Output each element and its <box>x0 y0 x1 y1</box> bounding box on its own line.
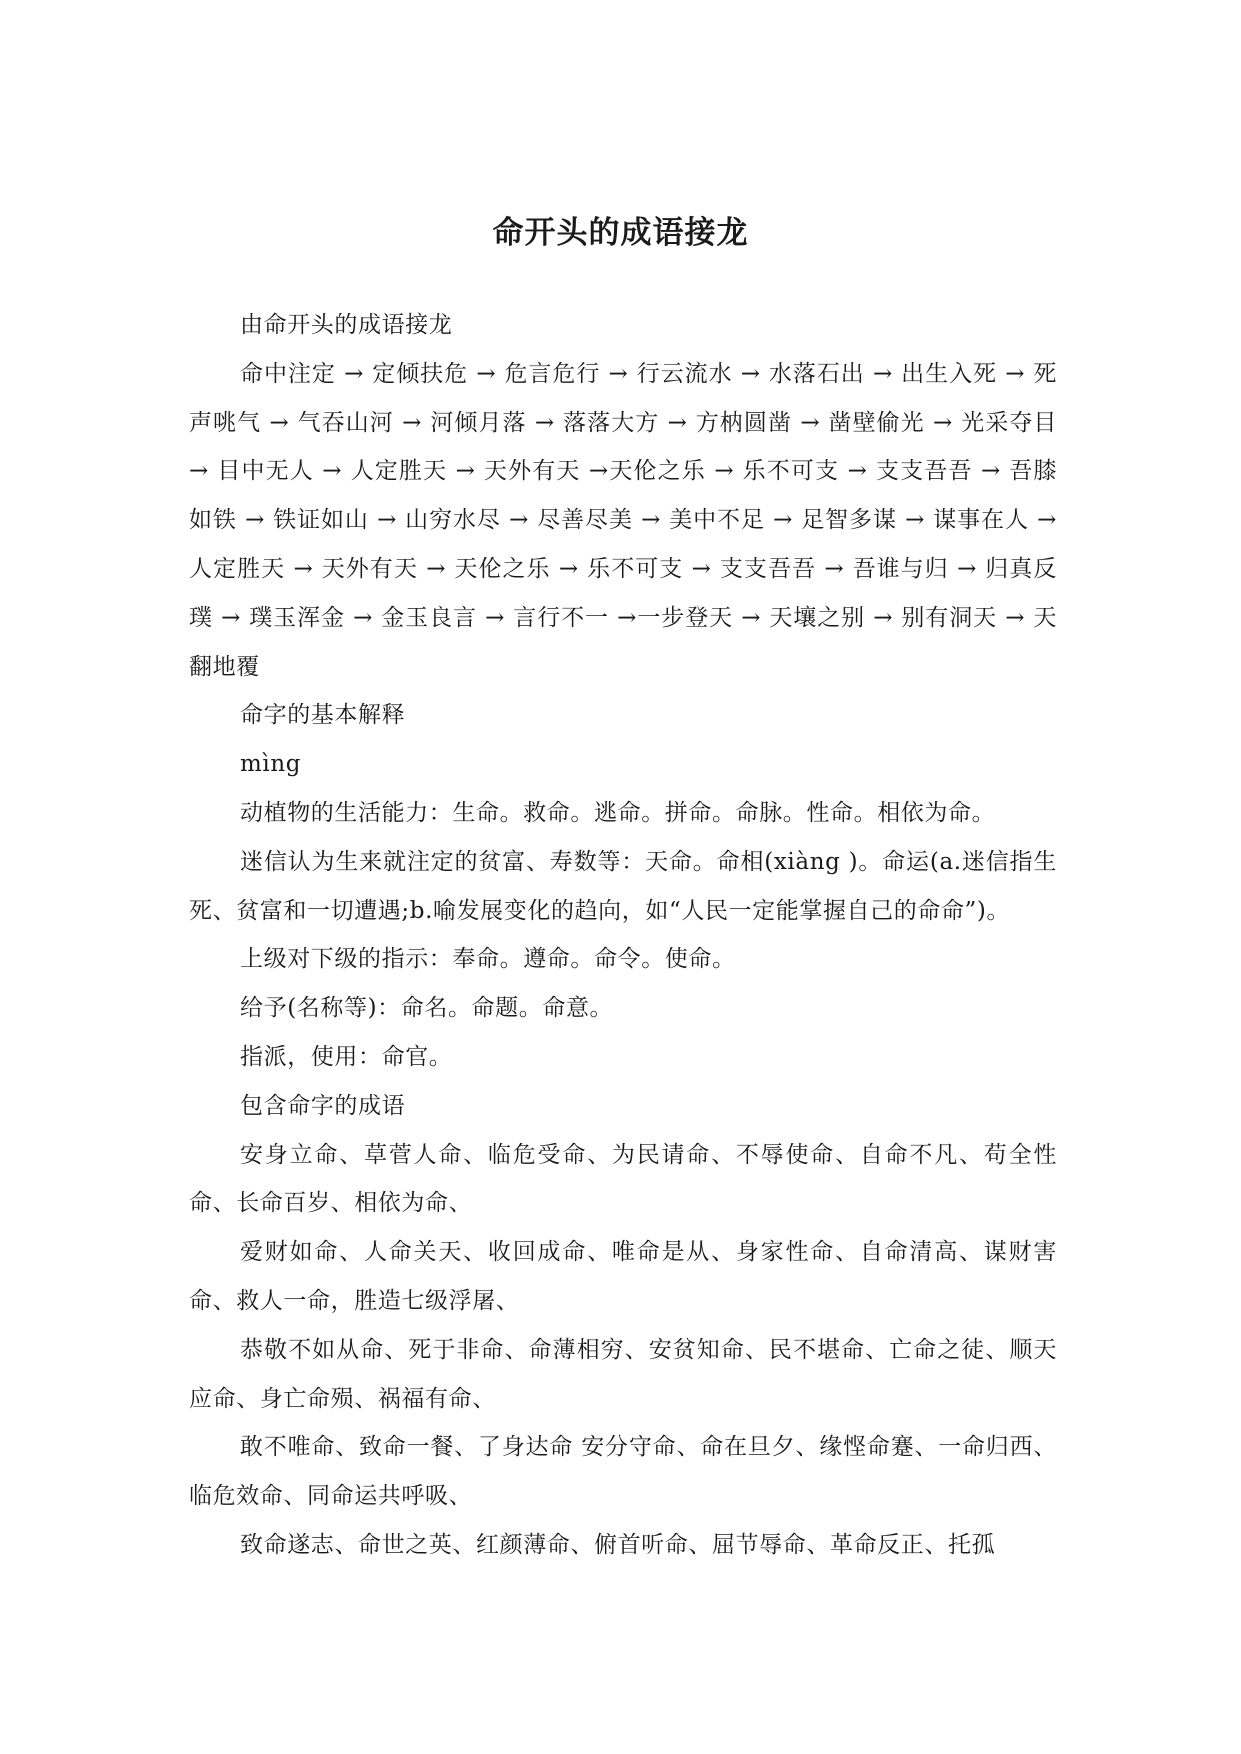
definition-item: 迷信认为生来就注定的贫富、寿数等：天命。命相(xiàng )。命运(a.迷信指生死、贫富和一切遭遇;b.喻发展变化的趋向，如“人民一定能掌握自己的命命”)。 <box>189 848 1057 924</box>
idiom-list: 敢不唯命、致命一餐、了身达命 安分守命、命在旦夕、缘悭命蹇、一命归西、临危效命、同命运共呼吸、 <box>189 1434 1057 1510</box>
idiom-list: 爱财如命、人命关天、收回成命、唯命是从、身家性命、自命清高、谋财害命、救人一命，胜造七级浮屠、 <box>189 1239 1057 1314</box>
idioms-heading: 包含命字的成语 <box>240 1092 406 1119</box>
idiom-list: 安身立命、草菅人命、临危受命、为民请命、不辱使命、自命不凡、苟全性命、长命百岁、相依为命、 <box>189 1141 1057 1217</box>
idiom-list: 致命遂志、命世之英、红颜薄命、俯首听命、屈节辱命、革命反正、托孤 <box>240 1531 996 1558</box>
intro-heading: 由命开头的成语接龙 <box>240 312 453 338</box>
pinyin: mìng <box>240 751 302 778</box>
document-body <box>189 301 1057 1570</box>
definition-item: 给予(名称等)：命名。命题。命意。 <box>240 995 614 1022</box>
definition-item: 动植物的生活能力：生命。救命。逃命。拼命。命脉。性命。相依为命。 <box>240 799 996 826</box>
idiom-list: 恭敬不如从命、死于非命、命薄相穷、安贫知命、民不堪命、亡命之徒、顺天应命、身亡命殒、祸福有命、 <box>189 1336 1057 1412</box>
definition-heading: 命字的基本解释 <box>240 702 406 729</box>
definition-item: 指派，使用：命官。 <box>240 1043 453 1070</box>
document-title: 命开头的成语接龙 <box>492 214 749 251</box>
idiom-chain: 命中注定 → 定倾扶危 → 危言危行 → 行云流水 → 水落石出 → 出生入死 → 死声咷气 → 气吞山河 → 河倾月落 → 落落大方 → 方枘圆凿 → 凿壁偷光 → 光采夺目 → 目中无人 → 人定胜天 → 天外有天 →天伦之乐 → 乐不可支 → 支支吾吾 → 吾膝如铁 → 铁证如山 → 山穷水尽 → 尽善尽美 → 美中不足 → 足智多谋 → 谋事在人 → 人定胜天 → 天外有天 → 天伦之乐 → 乐不可支 → 支支吾吾 → 吾谁与归 → 归真反璞 → 璞玉浑金 → 金玉良言 → 言行不一 →一步登天 → 天壤之别 → 别有洞天 → 天翻地覆 <box>189 360 1057 680</box>
definition-item: 上级对下级的指示：奉命。遵命。命令。使命。 <box>240 946 736 973</box>
